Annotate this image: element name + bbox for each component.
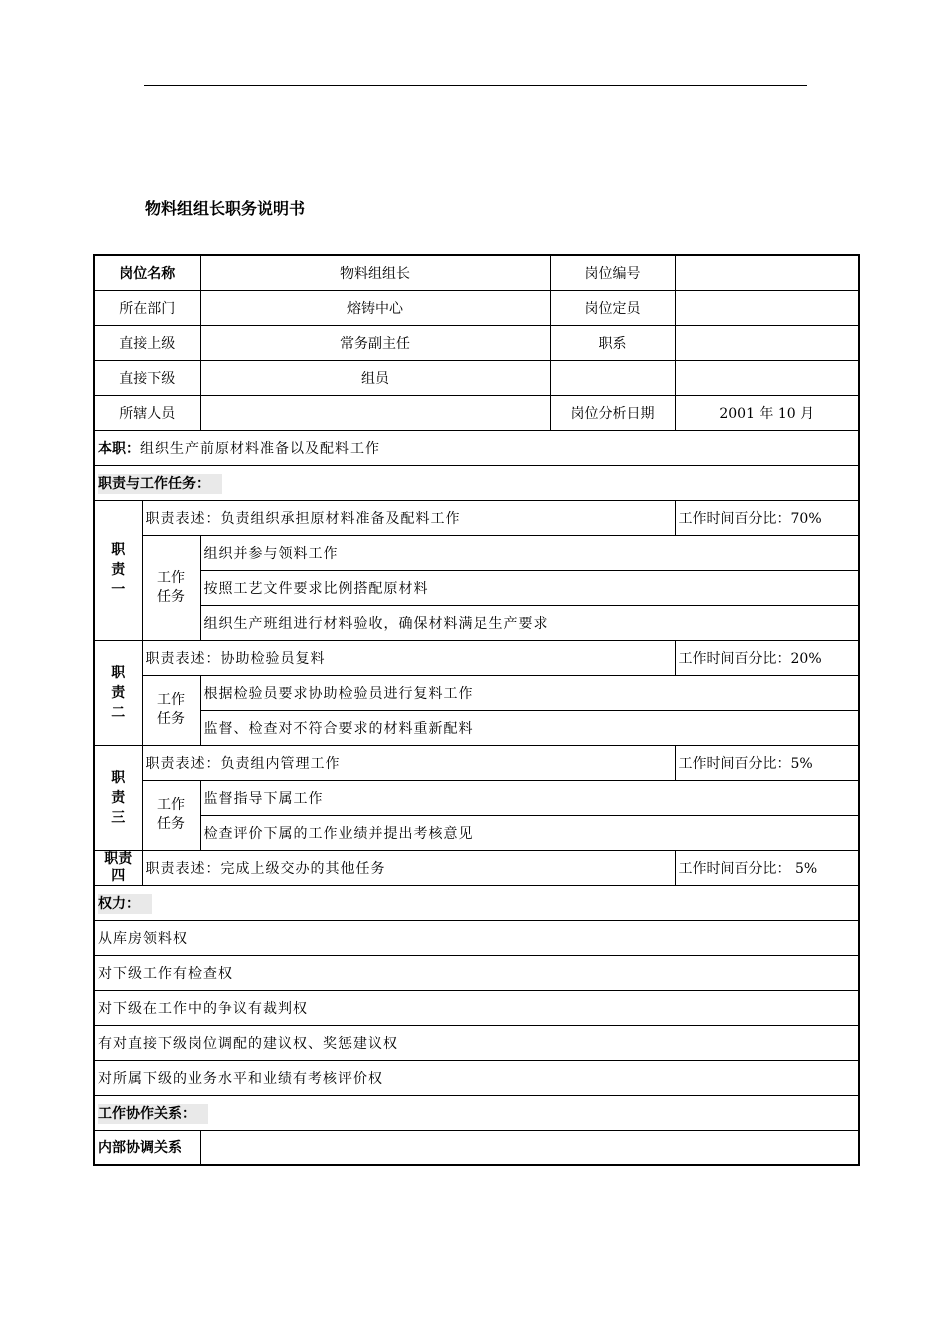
empty-cell xyxy=(550,360,675,395)
authority-item-2: 对下级工作有检查权 xyxy=(94,955,859,990)
position-name-value: 物料组组长 xyxy=(200,255,550,290)
responsibility-2-task-1: 根据检验员要求协助检验员进行复料工作 xyxy=(200,675,859,710)
authority-item-5: 对所属下级的业务水平和业绩有考核评价权 xyxy=(94,1060,859,1095)
job-description-table xyxy=(93,254,860,1166)
department-label: 所在部门 xyxy=(94,290,200,325)
row-relations-heading xyxy=(94,1095,859,1130)
responsibility-1-task-row xyxy=(94,605,859,640)
page-title: 物料组组长职务说明书 xyxy=(145,199,306,218)
relations-heading: 工作协作关系： xyxy=(98,1104,208,1124)
responsibility-3-task-label: 工作 任务 xyxy=(142,780,200,850)
authority-row xyxy=(94,1060,859,1095)
responsibility-3-task-1: 监督指导下属工作 xyxy=(200,780,859,815)
responsibility-4-description: 职责表述：完成上级交办的其他任务 xyxy=(142,850,675,885)
analysis-date-label: 岗位分析日期 xyxy=(550,395,675,430)
responsibility-1-task-label: 工作 任务 xyxy=(142,535,200,640)
responsibility-3-description: 职责表述：负责组内管理工作 xyxy=(142,745,675,780)
row-responsibilities-heading xyxy=(94,465,859,500)
responsibility-2-task-row xyxy=(94,710,859,745)
authority-row xyxy=(94,1025,859,1060)
job-family-label: 职系 xyxy=(550,325,675,360)
responsibility-4-description-row xyxy=(94,850,859,885)
duty-label: 本职： xyxy=(98,440,140,457)
authority-heading: 权力： xyxy=(98,894,152,914)
internal-relations-label: 内部协调关系 xyxy=(94,1130,200,1165)
header-rule xyxy=(144,85,807,86)
responsibility-2-description-row xyxy=(94,640,859,675)
responsibility-1-task-row xyxy=(94,535,859,570)
authority-row xyxy=(94,920,859,955)
responsibility-2-task-label: 工作 任务 xyxy=(142,675,200,745)
responsibility-1-description: 职责表述：负责组织承担原材料准备及配料工作 xyxy=(142,500,675,535)
responsibility-2-description: 职责表述：协助检验员复料 xyxy=(142,640,675,675)
staff-value xyxy=(200,395,550,430)
responsibility-2-task-row xyxy=(94,675,859,710)
position-name-label: 岗位名称 xyxy=(94,255,200,290)
responsibility-2-label: 职 责 二 xyxy=(94,640,142,745)
responsibility-1-task-row xyxy=(94,570,859,605)
row-position-name xyxy=(94,255,859,290)
analysis-date-value: 2001 年 10 月 xyxy=(675,395,859,430)
staff-label: 所辖人员 xyxy=(94,395,200,430)
superior-value: 常务副主任 xyxy=(200,325,550,360)
responsibility-1-task-3: 组织生产班组进行材料验收，确保材料满足生产要求 xyxy=(200,605,859,640)
subordinate-value: 组员 xyxy=(200,360,550,395)
internal-relations-value xyxy=(200,1130,859,1165)
relations-heading-cell xyxy=(94,1095,859,1130)
authority-heading-cell xyxy=(94,885,859,920)
responsibility-3-task-2: 检查评价下属的工作业绩并提出考核意见 xyxy=(200,815,859,850)
row-department xyxy=(94,290,859,325)
responsibilities-heading: 职责与工作任务： xyxy=(98,474,222,494)
responsibility-3-task-row xyxy=(94,780,859,815)
duty-text: 组织生产前原材料准备以及配料工作 xyxy=(140,440,380,457)
headcount-value xyxy=(675,290,859,325)
headcount-label: 岗位定员 xyxy=(550,290,675,325)
row-internal-relations xyxy=(94,1130,859,1165)
responsibility-3-label: 职 责 三 xyxy=(94,745,142,850)
responsibility-3-task-row xyxy=(94,815,859,850)
responsibility-1-label: 职 责 一 xyxy=(94,500,142,640)
empty-cell xyxy=(675,360,859,395)
position-no-value xyxy=(675,255,859,290)
subordinate-label: 直接下级 xyxy=(94,360,200,395)
position-no-label: 岗位编号 xyxy=(550,255,675,290)
row-authority-heading xyxy=(94,885,859,920)
responsibility-2-time: 工作时间百分比：20% xyxy=(675,640,859,675)
row-staff xyxy=(94,395,859,430)
row-subordinate xyxy=(94,360,859,395)
responsibility-1-time: 工作时间百分比：70% xyxy=(675,500,859,535)
superior-label: 直接上级 xyxy=(94,325,200,360)
responsibility-2-task-2: 监督、检查对不符合要求的材料重新配料 xyxy=(200,710,859,745)
authority-row xyxy=(94,990,859,1025)
authority-item-4: 有对直接下级岗位调配的建议权、奖惩建议权 xyxy=(94,1025,859,1060)
responsibility-3-description-row xyxy=(94,745,859,780)
responsibility-1-task-1: 组织并参与领料工作 xyxy=(200,535,859,570)
responsibility-1-task-2: 按照工艺文件要求比例搭配原材料 xyxy=(200,570,859,605)
authority-item-1: 从库房领料权 xyxy=(94,920,859,955)
responsibility-4-label: 职责 四 xyxy=(94,850,142,885)
responsibility-3-time: 工作时间百分比：5% xyxy=(675,745,859,780)
row-superior xyxy=(94,325,859,360)
authority-row xyxy=(94,955,859,990)
authority-item-3: 对下级在工作中的争议有裁判权 xyxy=(94,990,859,1025)
job-family-value xyxy=(675,325,859,360)
duty-cell xyxy=(94,430,859,465)
row-duty xyxy=(94,430,859,465)
responsibilities-heading-cell xyxy=(94,465,859,500)
responsibility-1-description-row xyxy=(94,500,859,535)
department-value: 熔铸中心 xyxy=(200,290,550,325)
responsibility-4-time: 工作时间百分比： 5% xyxy=(675,850,859,885)
